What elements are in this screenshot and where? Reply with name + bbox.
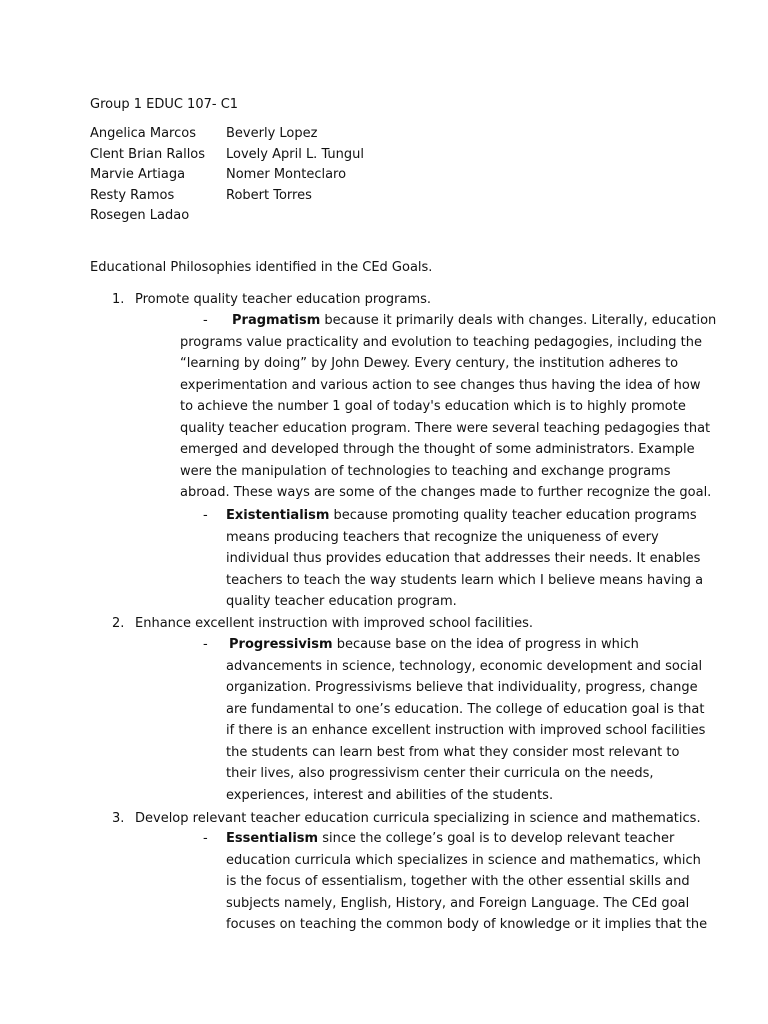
paragraph-line: subjects namely, English, History, and Foreign Language. The CEd goal [226,895,690,911]
bullet-dash: - [203,637,208,652]
paragraph-line: focuses on teaching the common body of knowledge or it implies that the [226,917,708,932]
document-title: Group 1 EDUC 107- C1 [90,97,239,112]
member-name: Nomer Monteclaro [226,167,347,182]
philosophy-term: Pragmatism [232,313,321,328]
member-row [90,123,390,144]
paragraph-line: is the focus of essentialism, together with the other essential skills and [226,874,690,889]
paragraph-line: means producing teachers that recognize the uniqueness of every [226,529,659,545]
member-name: Beverly Lopez [226,126,318,141]
member-row [90,185,390,206]
goal-text: Develop relevant teacher education curricula specializing in science and mathematics. [135,811,701,826]
philosophy-term: Essentialism [226,831,319,846]
philosophy-paragraph [226,634,706,806]
member-row [90,144,390,165]
paragraph-line: programs value practicality and evolution to teaching pedagogies, including the [180,334,702,350]
paragraph-line: because it primarily deals with changes. Literally, education [320,313,717,328]
paragraph-line: if there is an enhance excellent instruction with improved school facilities [226,723,706,738]
paragraph-line: were the manipulation of technologies to teaching and exchange programs [180,463,671,479]
bullet-dash: - [203,831,208,846]
paragraph-line: individual thus provides education that addresses their needs. It enables [226,551,701,566]
paragraph-line: experiences, interest and abilities of the students. [226,787,554,803]
goal-text: Promote quality teacher education programs. [135,292,432,307]
paragraph-line: are fundamental to one’s education. The college of education goal is that [226,701,705,717]
member-row [90,164,390,185]
paragraph-line: to achieve the number 1 goal of today's education which is to highly promote [180,399,686,414]
section-intro: Educational Philosophies identified in the CEd Goals. [90,260,433,275]
paragraph-line: “learning by doing” by John Dewey. Every century, the institution adheres to [180,356,679,371]
bullet-dash: - [203,313,208,328]
paragraph-line: because base on the idea of progress in which [332,637,639,652]
member-name: Resty Ramos [90,187,175,203]
philosophy-paragraph [226,828,708,936]
paragraph-line: teachers to teach the way students learn which I believe means having a [226,572,704,588]
member-name: Robert Torres [226,187,312,203]
paragraph-line: advancements in science, technology, economic development and social [226,658,703,674]
paragraph-line: experimentation and various action to see changes thus having the idea of how [180,377,701,393]
philosophy-paragraph [226,505,704,613]
paragraph-line: their lives, also progressivism center their curricula on the needs, [226,766,654,781]
paragraph-line: since the college’s goal is to develop relevant teacher [318,831,675,846]
member-name: Clent Brian Rallos [90,146,206,162]
philosophy-term: Existentialism [226,508,330,523]
paragraph-line: the students can learn best from what they consider most relevant to [226,744,680,760]
member-name: Lovely April L. Tungul [226,146,364,162]
member-row [90,205,390,226]
paragraph-line: emerged and developed through the thought of some administrators. Example [180,442,695,457]
philosophy-term: Progressivism [229,637,333,652]
goal-text: Enhance excellent instruction with improved school facilities. [135,616,534,631]
goal-number: 2. [112,616,125,631]
member-name: Marvie Artiaga [90,167,186,182]
paragraph-line: education curricula which specializes in science and mathematics, which [226,852,701,868]
paragraph-line: organization. Progressivisms believe that individuality, progress, change [226,680,698,695]
paragraph-line: quality teacher education program. [226,594,457,609]
goal-number: 1. [112,292,125,307]
paragraph-line: abroad. These ways are some of the changes made to further recognize the goal. [180,485,712,500]
philosophy-paragraph [180,310,717,504]
bullet-dash: - [203,508,208,523]
paragraph-line: quality teacher education program. There were several teaching pedagogies that [180,420,711,436]
member-name: Angelica Marcos [90,126,196,141]
goal-number: 3. [112,811,125,826]
member-name: Rosegen Ladao [90,208,190,223]
group-members [90,123,390,226]
paragraph-line: because promoting quality teacher education programs [329,508,697,523]
